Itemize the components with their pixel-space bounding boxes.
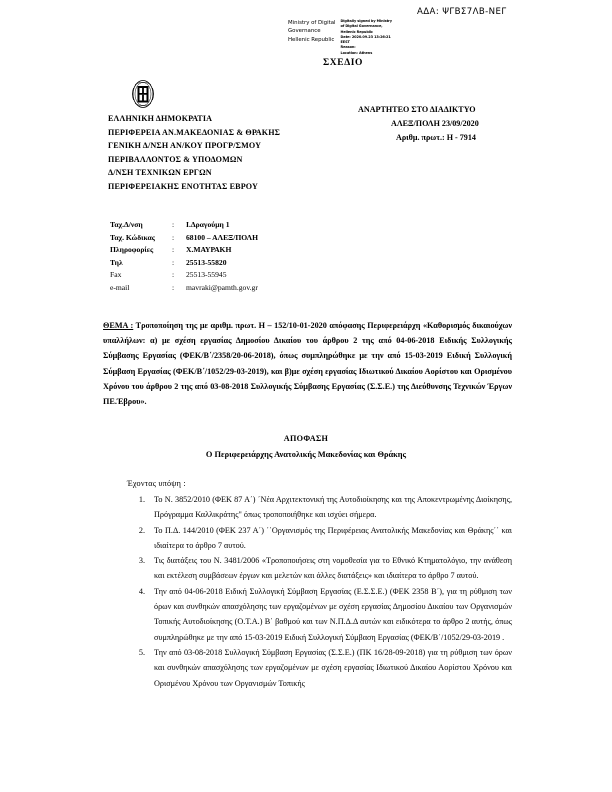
signature-authority [288,19,336,44]
contact-email[interactable]: mavraki@pamth.gov.gr [186,282,258,292]
list-item-number: 2. [138,525,145,535]
list-item-text: Το Ν. 3852/2010 (ΦΕΚ 87 Α΄) ΄Νέα Αρχιτεκτονική της Αυτοδιοίκησης και της Αποκεντρωμένης Διοίκησης, Πρόγραμμα Καλλικράτης" όπως τροποποιήθηκε και ισχύει σήμερα. [154,495,512,520]
list-item-number: 1. [138,495,145,504]
authority-line: ΠΕΡΙΦΕΡΕΙΑ ΑΝ.ΜΑΚΕΔΟΝΙΑΣ & ΘΡΑΚΗΣ [108,127,281,137]
protocol-number: Αριθμ. πρωτ.: Η - 7914 [396,133,476,142]
decision-title: ΑΠΟΦΑΣΗ [283,434,329,443]
list-item-text: Το Π.Δ. 144/2010 (ΦΕΚ 237 Α΄) ΄΄Οργανισμός της Περιφέρειας Ανατολικής Μακεδονίας και Θράκης΄΄ και ιδιαίτερα το άρθρο 7 αυτού. [154,525,512,550]
signature-details [341,19,392,56]
list-item-number: 5. [138,647,145,657]
signature-detail-line: Location: Athens [340,50,373,55]
contact-separator: : [172,245,175,255]
contact-value: Χ.ΜΑΥΡΑΚΗ [186,245,232,255]
signature-authority-line: Ministry of Digital [288,20,336,26]
contact-key: Ταχ. Κώδικας [110,232,155,242]
contact-row [110,257,258,270]
contact-key: Fax [110,270,122,280]
contact-value: 68100 – ΑΛΕΞ/ΠΟΛΗ [186,232,259,242]
list-item [127,553,512,584]
preamble-heading: Έχοντας υπόψη : [127,479,186,488]
publication-notice: ΑΝΑΡΤΗΤΕΟ ΣΤΟ ΔΙΑΔΙΚΤΥΟ [358,105,476,114]
list-item-text: Τις διατάξεις του Ν. 3481/2006 «Τροποποιήσεις στη νομοθεσία για το Εθνικό Κτηματολόγιο, την ανάθεση και εκτέλεση συμβάσεων έργων και μελετών και άλλες διατάξεις» και ιδιαίτερα το άρθρο 7 αυτού. [154,556,512,581]
contact-separator: : [172,232,175,242]
contact-key: e-mail [110,282,130,292]
contact-separator: : [172,257,175,267]
contact-row [110,232,258,245]
draft-mark: ΣΧΕΔΙΟ [323,58,364,68]
authority-line: Δ/ΝΣΗ ΤΕΧΝΙΚΩΝ ΕΡΓΩΝ [108,168,212,178]
list-item-number: 3. [138,556,145,566]
authority-line: ΠΕΡΙΒΑΛΛΟΝΤΟΣ & ΥΠΟΔΟΜΩΝ [108,154,243,164]
subject-text: Τροποποίηση της με αριθμ. πρωτ. Η – 152/10-01-2020 απόφασης Περιφερειάρχη «Καθορισμός δικαιούχων υπαλλήλων: α) με σχέση εργασίας Δημοσίου Δικαίου του άρθρου 2 της από 04-06-2018 Ειδικής Συλλογικής Σύμβασης Εργασίας (ΦΕΚ/Β΄/2358/20-06-2018), όπως συμπληρώθηκε με την από 15-03-2019 Ειδική Συλλογική Σύμβαση Εργασίας (ΦΕΚ/Β΄/1052/29-03-2019), και β)με σχέση εργασίας Ιδιωτικού Δικαίου Αορίστου και Ορισμένου Χρόνου του άρθρου 2 της από 03-08-2018 Συλλογικής Σύμβασης Εργασίας (Σ.Σ.Ε.) της Διεύθυνσης Τεχνικών Έργων ΠΕ.Έβρου». [103,321,512,407]
contact-separator: : [172,282,175,292]
list-item-number: 4. [138,586,145,596]
hellenic-republic-emblem-icon [128,78,158,110]
ada-code: ΑΔΑ: ΨΓΒΣ7ΛΒ-ΝΕΓ [417,7,507,17]
contact-key: Πληροφορίες [110,245,154,255]
subject-label: ΘΕΜΑ : [103,321,134,330]
contact-details [110,219,258,295]
signature-detail-line: EEST [340,40,350,44]
digital-signature-stamp [288,19,392,56]
contact-row [110,282,258,295]
contact-row [110,219,258,232]
contact-row [110,244,258,257]
authority-line: ΓΕΝΙΚΗ Δ/ΝΣΗ ΑΝ/ΚΟΥ ΠΡΟΓΡ/ΣΜΟΥ [108,141,262,151]
list-item [127,645,512,691]
place-and-date: ΑΛΕΞ/ΠΟΛΗ 23/09/2020 [391,119,479,128]
preamble-list [127,492,512,691]
signature-detail-line: Date: 2020.09.23 13:26:21 [340,34,391,39]
contact-separator: : [172,220,175,229]
list-item-text: Την από 04-06-2018 Ειδική Συλλογική Σύμβαση Εργασίας (Ε.Σ.Σ.Ε.) (ΦΕΚ 2358 Β΄), για τη ρύθμιση των όρων και συνθηκών απασχόλησης των εργαζομένων με σχέση εργασίας Δημοσίου Δικαίου των Οργανισμών Τοπικής Αυτοδιοίκησης (Ο.Τ.Α.) Β΄ βαθμού και των Ν.Π.Δ.Δ αυτών και ειδικότερα το άρθρο 2 αυτής, όπως συμπληρώθηκε με την από 15-03-2019 Ειδική Συλλογική Σύμβαση Εργασίας (ΦΕΚ/Β΄/1052/29-03-2019 . [154,586,512,642]
contact-value: 25513-55945 [186,270,227,280]
authority-line: ΕΛΛΗΝΙΚΗ ΔΗΜΟΚΡΑΤΙΑ [108,114,213,123]
authority-line: ΠΕΡΙΦΕΡΕΙΑΚΗΣ ΕΝΟΤΗΤΑΣ ΕΒΡΟΥ [108,181,259,191]
contact-value: Ι.Δραγούμη 1 [186,220,230,229]
contact-value: 25513-55820 [186,257,227,267]
contact-row [110,269,258,282]
subject-paragraph [103,318,512,409]
signature-detail-line: Hellenic Republic [340,29,373,34]
signature-detail-line: of Digital Governance, [340,24,383,29]
decision-subtitle: Ο Περιφερειάρχης Ανατολικής Μακεδονίας και Θράκης [205,450,407,459]
contact-key: Ταχ.Δ/νση [110,220,143,229]
publication-block [358,103,479,145]
list-item [127,584,512,645]
contact-key: Τηλ [110,257,123,267]
signature-authority-line: Hellenic Republic [288,36,335,43]
signature-detail-line: Reason: [340,45,356,50]
authority-header [108,112,280,194]
list-item [127,523,512,554]
contact-separator: : [172,270,175,280]
signature-authority-line: Governance [288,28,321,35]
signature-detail-line: Digitally signed by Ministry [340,19,392,23]
list-item-text: Την από 03-08-2018 Συλλογική Σύμβαση Εργασίας (Σ.Σ.Ε.) (ΠΚ 16/28-09-2018) για τη ρύθμιση των όρων και συνθηκών απασχόλησης των εργαζομένων με σχέση εργασίας Ιδιωτικού Δικαίου Αορίστου Χρόνου και Ορισμένου Χρόνου των Οργανισμών Τοπικής [154,647,512,688]
list-item [127,492,512,523]
